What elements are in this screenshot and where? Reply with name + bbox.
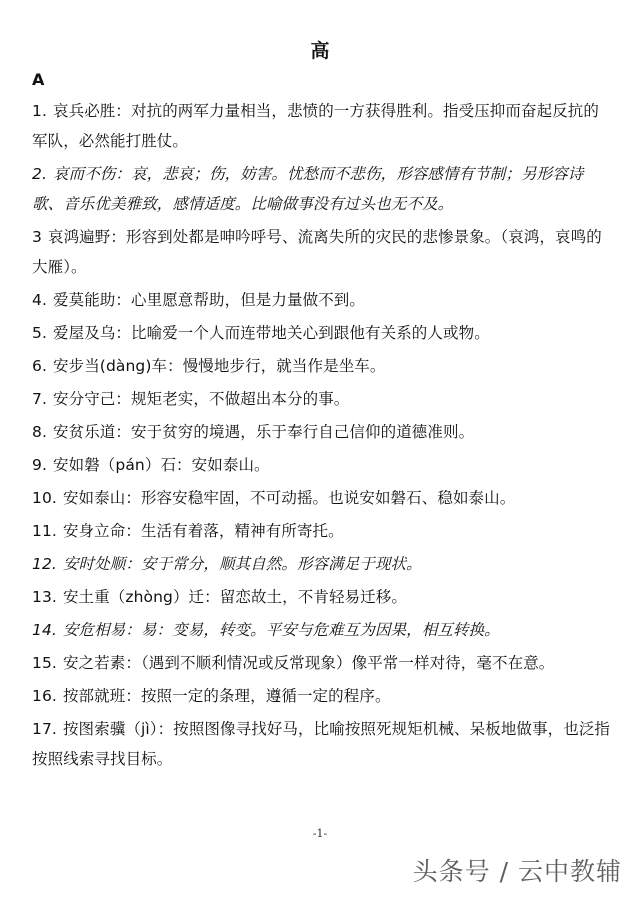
idiom-entry xyxy=(32,159,612,219)
entry-number: 14. xyxy=(32,621,57,639)
section-heading: A xyxy=(32,70,45,89)
idiom-entry xyxy=(32,648,612,678)
entry-text: 哀兵必胜：对抗的两军力量相当，悲愤的一方获得胜利。指受压抑而奋起反抗的军队，必然能打胜仗。 xyxy=(32,102,600,150)
idiom-entry xyxy=(32,450,612,480)
entry-text: 安时处顺：安于常分，顺其自然。形容满足于现状。 xyxy=(62,555,422,573)
idiom-entry xyxy=(32,516,612,546)
entry-text: 安分守己：规矩老实，不做超出本分的事。 xyxy=(53,390,350,408)
entry-text: 爱莫能助：心里愿意帮助，但是力量做不到。 xyxy=(53,291,366,309)
entry-text: 安危相易：易：变易，转变。平安与危难互为因果，相互转换。 xyxy=(62,621,500,639)
entry-text: 安之若素：（遇到不顺利情况或反常现象）像平常一样对待，毫不在意。 xyxy=(62,654,555,672)
idiom-entry xyxy=(32,384,612,414)
entry-number: 10. xyxy=(32,489,57,507)
entry-number: 3 xyxy=(32,228,42,246)
entry-text: 按图索骥（jì）：按照图像寻找好马，比喻按照死规矩机械、呆板地做事，也泛指按照线索寻找目标。 xyxy=(32,720,611,768)
entry-number: 1. xyxy=(32,102,47,120)
entry-number: 12. xyxy=(32,555,57,573)
entry-number: 11. xyxy=(32,522,57,540)
idiom-entry xyxy=(32,714,612,774)
entry-text: 爱屋及乌：比喻爱一个人而连带地关心到跟他有关系的人或物。 xyxy=(53,324,490,342)
idiom-list xyxy=(32,96,612,777)
idiom-entry xyxy=(32,318,612,348)
entry-number: 4. xyxy=(32,291,47,309)
entry-number: 6. xyxy=(32,357,47,375)
entry-number: 8. xyxy=(32,423,47,441)
idiom-entry xyxy=(32,351,612,381)
entry-text: 安步当(dàng)车：慢慢地步行，就当作是坐车。 xyxy=(53,357,386,375)
entry-text: 安土重（zhòng）迁：留恋故土，不肯轻易迁移。 xyxy=(62,588,407,606)
entry-text: 按部就班：按照一定的条理，遵循一定的程序。 xyxy=(62,687,391,705)
entry-number: 17. xyxy=(32,720,57,738)
entry-number: 15. xyxy=(32,654,57,672)
entry-text: 安身立命：生活有着落，精神有所寄托。 xyxy=(62,522,344,540)
idiom-entry xyxy=(32,615,612,645)
idiom-entry xyxy=(32,549,612,579)
idiom-entry xyxy=(32,285,612,315)
watermark: 头条号 / 云中教辅 xyxy=(412,857,622,886)
idiom-entry xyxy=(32,222,612,282)
entry-text: 哀鸿遍野：形容到处都是呻吟呼号、流离失所的灾民的悲惨景象。（哀鸿，哀鸣的大雁）。 xyxy=(32,228,602,276)
entry-text: 安如磐（pán）石：安如泰山。 xyxy=(53,456,270,474)
idiom-entry xyxy=(32,681,612,711)
idiom-entry xyxy=(32,483,612,513)
idiom-entry xyxy=(32,96,612,156)
entry-text: 安如泰山：形容安稳牢固，不可动摇。也说安如磐石、稳如泰山。 xyxy=(62,489,516,507)
page-number: -1- xyxy=(312,827,328,840)
page-title: 高 xyxy=(310,40,330,62)
idiom-entry xyxy=(32,417,612,447)
entry-text: 安贫乐道：安于贫穷的境遇，乐于奉行自己信仰的道德准则。 xyxy=(53,423,475,441)
entry-number: 13. xyxy=(32,588,57,606)
idiom-entry xyxy=(32,582,612,612)
entry-number: 5. xyxy=(32,324,47,342)
entry-text: 哀而不伤：哀，悲哀；伤，妨害。忧愁而不悲伤，形容感情有节制；另形容诗歌、音乐优美雅致，感情适度。比喻做事没有过头也无不及。 xyxy=(32,165,584,213)
entry-number: 16. xyxy=(32,687,57,705)
entry-number: 7. xyxy=(32,390,47,408)
entry-number: 9. xyxy=(32,456,47,474)
entry-number: 2. xyxy=(32,165,47,183)
